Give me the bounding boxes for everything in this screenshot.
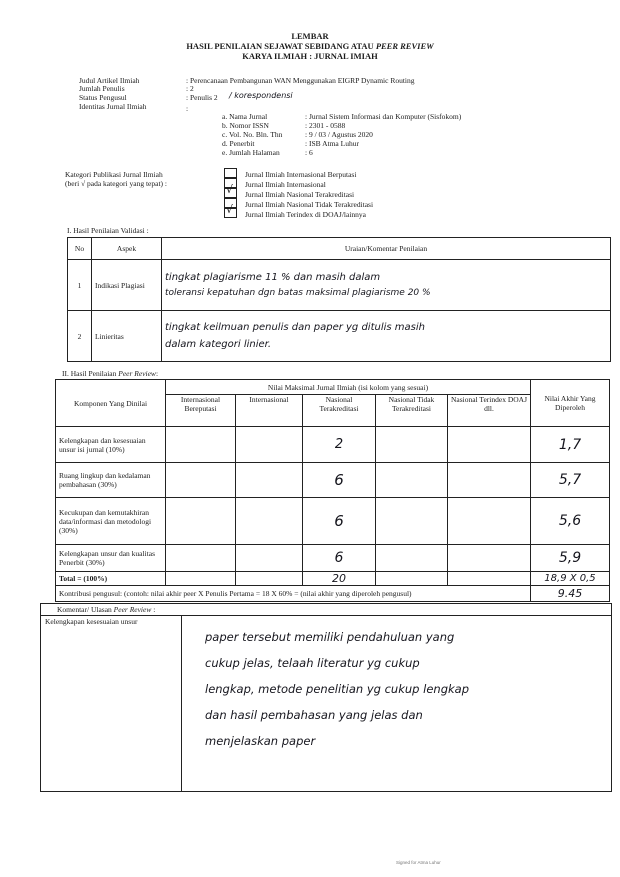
table-row	[68, 311, 611, 362]
judul-label: Judul Artikel Ilmiah	[79, 76, 140, 85]
field-value: : 2301 - 0588	[305, 121, 346, 130]
cell-empty	[166, 545, 236, 572]
identitas-label: Identitas Jurnal Ilmiah	[79, 102, 147, 111]
cell-nasional: 6	[303, 498, 376, 545]
check-mark-icon: √	[226, 183, 234, 196]
cell-empty	[448, 545, 531, 572]
cell-empty	[376, 572, 448, 586]
table-row	[56, 427, 610, 463]
kategori-option-label: Jurnal Ilmiah Nasional Tidak Terakreditasi	[245, 200, 374, 209]
cell-empty	[236, 463, 303, 498]
kategori-option-label: Jurnal Ilmiah Terindex di DOAJ/lainnya	[245, 210, 366, 219]
cell-empty	[236, 498, 303, 545]
validasi-table	[67, 237, 611, 362]
subheader-internasional: Internasional	[236, 395, 303, 427]
row-komponen: Ruang lingkup dan kedalaman pembahasan (30%)	[56, 463, 166, 498]
review-text	[205, 624, 469, 754]
review-line: paper tersebut memiliki pendahuluan yang	[205, 630, 455, 644]
row-komponen: Kelengkapan dan kesesuaian unsur isi jurnal (10%)	[56, 427, 166, 463]
kontribusi-text: Kontribusi pengusul: (contoh: nilai akhir peer X Penulis Pertama = 18 X 60% = (nilai akhir yang diperoleh pengusul)	[56, 586, 531, 602]
total-label: Total = (100%)	[56, 572, 166, 586]
cell-nasional: 2	[303, 427, 376, 463]
subheader-nasional-terakreditasi: Nasional Terakreditasi	[303, 395, 376, 427]
kategori-option-label: Jurnal Ilmiah Nasional Terakreditasi	[245, 190, 355, 199]
checkbox-doaj[interactable]	[224, 203, 237, 218]
kategori-instruction: (beri √ pada kategori yang tepat) :	[65, 179, 167, 188]
header-title: LEMBAR	[291, 31, 329, 41]
cell-akhir: 5,6	[531, 498, 610, 545]
cell-empty	[166, 498, 236, 545]
field-label: c. Vol. No. Bln. Thn	[222, 130, 283, 139]
cell-empty	[166, 463, 236, 498]
field-label: a. Nama Jurnal	[222, 112, 268, 121]
jumlah-label: Jumlah Penulis	[79, 84, 125, 93]
table-row	[56, 545, 610, 572]
field-value: : ISB Atma Luhur	[305, 139, 359, 148]
field-value: : Jurnal Sistem Informasi dan Komputer (Sisfokom)	[305, 112, 462, 121]
col-uraian: Uraian/Komentar Penilaian	[162, 238, 611, 260]
nilai-akhir-header: Nilai Akhir Yang Diperoleh	[531, 380, 610, 427]
cell-empty	[236, 545, 303, 572]
kategori-option-label: Jurnal Ilmiah Internasional Berputasi	[245, 170, 357, 179]
cell-nasional: 6	[303, 545, 376, 572]
subheader-nasional-tidak-terakreditasi: Nasional Tidak Terakreditasi	[376, 395, 448, 427]
col-no: No	[68, 238, 92, 260]
field-label: e. Jumlah Halaman	[222, 148, 280, 157]
validasi-title: I. Hasil Penilaian Validasi :	[67, 226, 149, 235]
header-subtitle-2: KARYA ILMIAH : JURNAL IMIAH	[242, 51, 378, 61]
cell-empty	[166, 572, 236, 586]
status-handwritten: / korespondensi	[229, 91, 293, 100]
table-row	[56, 498, 610, 545]
table-header-row	[68, 238, 611, 260]
footer-note: Signed for Atma Luhur	[396, 860, 441, 865]
row-comment	[162, 311, 611, 362]
review-line: dan hasil pembahasan yang jelas dan	[205, 708, 423, 722]
subheader-doaj: Nasional Terindex DOAJ dll.	[448, 395, 531, 427]
header-subtitle	[0, 41, 620, 51]
kontribusi-value: 9.45	[531, 586, 610, 602]
cell-akhir: 5,9	[531, 545, 610, 572]
row-comment	[162, 260, 611, 311]
cell-empty	[448, 463, 531, 498]
kategori-option-label: Jurnal Ilmiah Internasional	[245, 180, 326, 189]
comment-line: tingkat keilmuan penulis dan paper yg ditulis masih	[165, 322, 425, 333]
cell-empty	[166, 427, 236, 463]
table-row	[68, 260, 611, 311]
comment-line: dalam kategori linier.	[165, 339, 272, 350]
total-nasional: 20	[303, 572, 376, 586]
status-label: Status Pengusul	[79, 93, 127, 102]
cell-empty	[236, 572, 303, 586]
table-row	[56, 463, 610, 498]
total-akhir: 18,9 X 0,5	[531, 572, 610, 586]
jumlah-value: : 2	[186, 84, 194, 93]
peer-title-italic: Peer Review	[118, 369, 156, 378]
total-row	[56, 572, 610, 586]
check-mark-icon: √	[226, 203, 234, 216]
peer-table	[55, 379, 610, 602]
col-aspek: Aspek	[92, 238, 162, 260]
identitas-colon: :	[186, 104, 189, 113]
checkbox-nasional-terakreditasi[interactable]	[224, 183, 237, 198]
cell-empty	[376, 427, 448, 463]
kontribusi-row	[56, 586, 610, 602]
komentar-header	[41, 604, 611, 616]
cell-empty	[376, 498, 448, 545]
header-subtitle-text: HASIL PENILAIAN SEJAWAT SEBIDANG ATAU	[186, 41, 374, 51]
table-header-row	[56, 380, 610, 395]
cell-empty	[448, 572, 531, 586]
komponen-header: Komponen Yang Dinilai	[56, 380, 166, 427]
komentar-box	[40, 603, 612, 792]
nilai-max-header: Nilai Maksimal Jurnal Ilmiah (isi kolom yang sesuai)	[166, 380, 531, 395]
row-komponen: Kelengkapan unsur dan kualitas Penerbit (30%)	[56, 545, 166, 572]
checkbox-internasional-bereputasi[interactable]	[224, 168, 237, 178]
review-line: cukup jelas, telaah literatur yg cukup	[205, 656, 420, 670]
kelengkapan-label: Kelengkapan kesesuaian unsur	[45, 617, 138, 626]
komentar-label-italic: Peer Review	[113, 605, 152, 614]
row-no: 1	[68, 260, 92, 311]
komentar-label	[57, 605, 155, 614]
row-no: 2	[68, 311, 92, 362]
field-value: : 6	[305, 148, 313, 157]
judul-value: : Perencanaan Pembangunan WAN Menggunakan EIGRP Dynamic Routing	[186, 76, 415, 85]
cell-empty	[448, 427, 531, 463]
comment-line: toleransi kepatuhan dgn batas maksimal plagiarisme 20 %	[165, 288, 431, 298]
peer-title	[62, 369, 158, 378]
comment-line: tingkat plagiarisme 11 % dan masih dalam	[165, 272, 381, 283]
cell-nasional: 6	[303, 463, 376, 498]
row-komponen: Kecukupan dan kemutakhiran data/informasi dan metodologi (30%)	[56, 498, 166, 545]
status-value: : Penulis 2	[186, 93, 218, 102]
row-aspek: Indikasi Plagiasi	[92, 260, 162, 311]
review-line: lengkap, metode penelitian yg cukup lengkap	[205, 682, 469, 696]
peer-title-colon: :	[155, 369, 159, 378]
review-line: menjelaskan paper	[205, 734, 316, 748]
cell-akhir: 5,7	[531, 463, 610, 498]
komentar-label-colon: :	[153, 605, 156, 614]
field-label: d. Penerbit	[222, 139, 255, 148]
cell-akhir: 1,7	[531, 427, 610, 463]
header-subtitle-italic: PEER REVIEW	[375, 41, 434, 51]
subheader-internasional-bereputasi: Internasional Bereputasi	[166, 395, 236, 427]
cell-empty	[376, 463, 448, 498]
peer-title-text: II. Hasil Penilaian	[62, 369, 117, 378]
field-label: b. Nomor ISSN	[222, 121, 269, 130]
cell-empty	[376, 545, 448, 572]
cell-empty	[236, 427, 303, 463]
cell-empty	[448, 498, 531, 545]
kategori-label: Kategori Publikasi Jurnal Ilmiah	[65, 170, 163, 179]
field-value: : 9 / 03 / Agustus 2020	[305, 130, 373, 139]
row-aspek: Linieritas	[92, 311, 162, 362]
komentar-divider	[181, 616, 182, 791]
komentar-label-text: Komentar/ Ulasan	[57, 605, 112, 614]
